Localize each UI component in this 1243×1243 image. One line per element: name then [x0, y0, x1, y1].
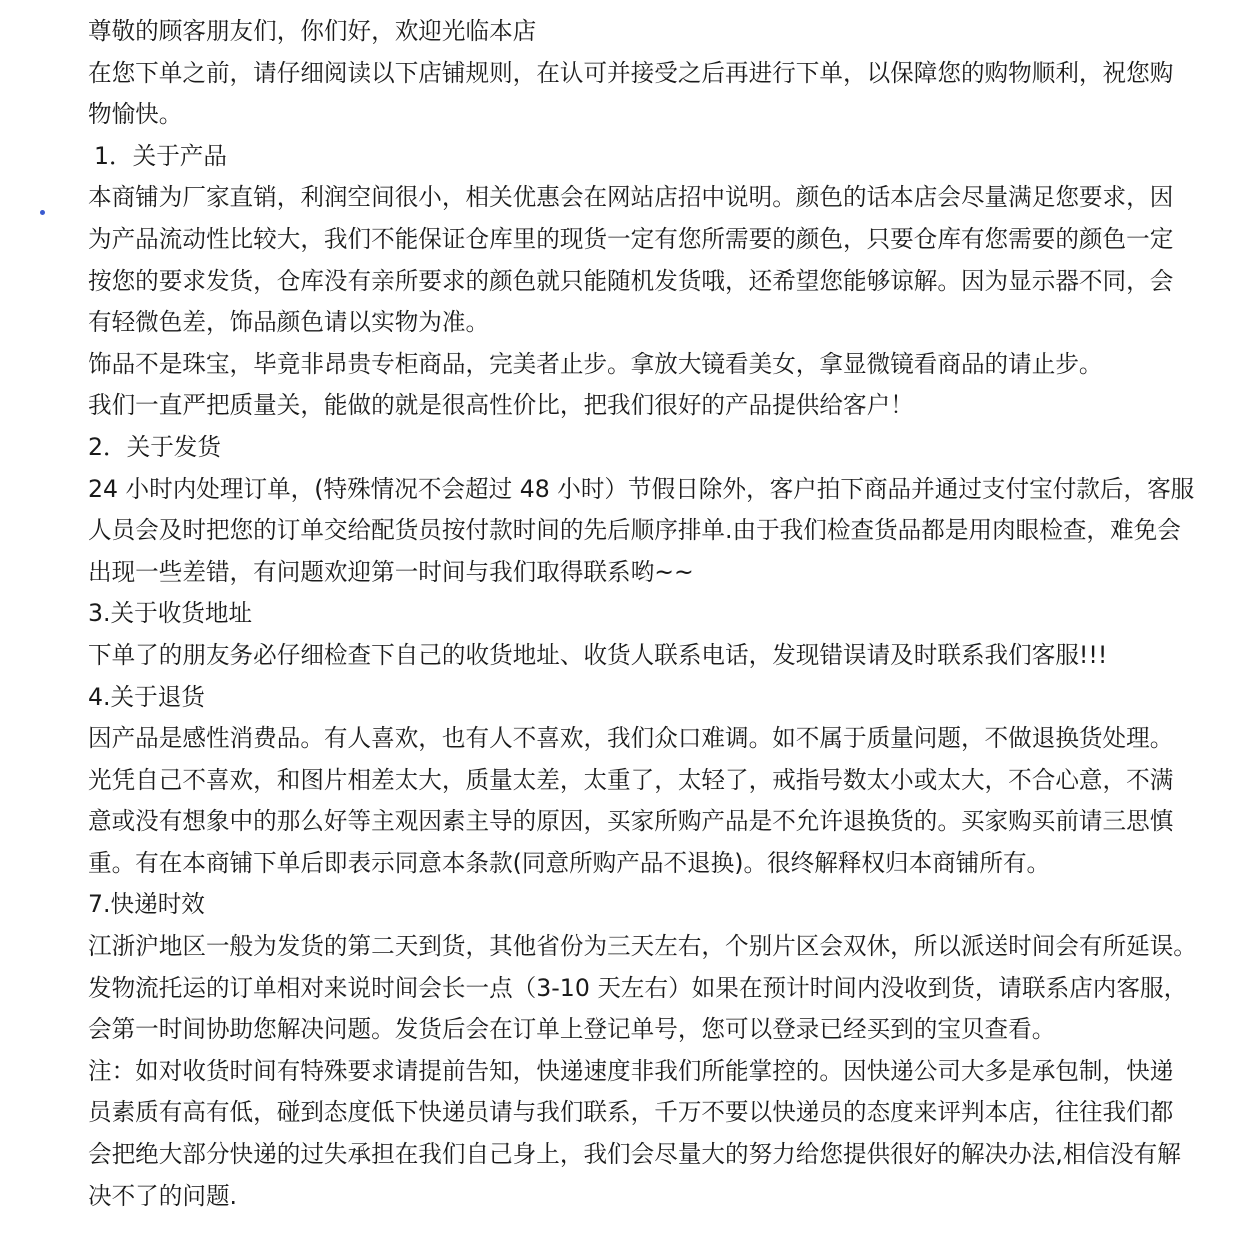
paragraph-line: 意或没有想象中的那么好等主观因素主导的原因，买家所购产品是不允许退换货的。买家购买前请三思慎	[88, 807, 1174, 836]
section-heading-shipping: 2．关于发货	[88, 432, 221, 461]
note-line: 会把绝大部分快递的过失承担在我们自己身上，我们会尽量大的努力给您提供很好的解决办法,相信没有解	[88, 1140, 1181, 1169]
paragraph-line: 下单了的朋友务必仔细检查下自己的收货地址、收货人联系电话，发现错误请及时联系我们客服!!!	[88, 640, 1108, 669]
list-bullet-dot	[40, 210, 45, 215]
paragraph-line: 24 小时内处理订单，(特殊情况不会超过 48 小时）节假日除外，客户拍下商品并通过支付宝付款后，客服	[88, 474, 1195, 503]
store-rules-document	[88, 11, 1200, 1217]
note-line: 员素质有高有低，碰到态度低下快递员请与我们联系，千万不要以快递员的态度来评判本店，往往我们都	[88, 1098, 1174, 1127]
intro-line: 物愉快。	[88, 100, 183, 129]
paragraph-line: 人员会及时把您的订单交给配货员按付款时间的先后顺序排单.由于我们检查货品都是用肉眼检查，难免会	[88, 516, 1181, 545]
section-heading-delivery-time: 7.快递时效	[88, 890, 205, 919]
paragraph-line: 发物流托运的订单相对来说时间会长一点（3-10 天左右）如果在预计时间内没收到货，请联系店内客服，	[88, 973, 1188, 1002]
paragraph-line: 重。有在本商铺下单后即表示同意本条款(同意所购产品不退换)。很终解释权归本商铺所有。	[88, 848, 1051, 877]
paragraph-line: 光凭自己不喜欢，和图片相差太大，质量太差，太重了，太轻了，戒指号数太小或太大，不合心意，不满	[88, 765, 1174, 794]
greeting-line: 尊敬的顾客朋友们，你们好，欢迎光临本店	[88, 17, 537, 45]
section-heading-address: 3.关于收货地址	[88, 599, 253, 628]
paragraph-line: 我们一直严把质量关，能做的就是很高性价比，把我们很好的产品提供给客户！	[88, 391, 914, 420]
intro-line: 在您下单之前，请仔细阅读以下店铺规则，在认可并接受之后再进行下单，以保障您的购物顺利，祝您购	[88, 58, 1174, 87]
section-heading-products: 1．关于产品	[94, 141, 227, 170]
paragraph-line: 为产品流动性比较大，我们不能保证仓库里的现货一定有您所需要的颜色，只要仓库有您需要的颜色一定	[88, 224, 1174, 253]
paragraph-line: 有轻微色差，饰品颜色请以实物为准。	[88, 308, 490, 337]
paragraph-line: 江浙沪地区一般为发货的第二天到货，其他省份为三天左右，个别片区会双休，所以派送时间会有所延误。	[88, 932, 1197, 961]
paragraph-line: 饰品不是珠宝，毕竟非昂贵专柜商品，完美者止步。拿放大镜看美女，拿显微镜看商品的请止步。	[88, 349, 1103, 378]
paragraph-line: 会第一时间协助您解决问题。发货后会在订单上登记单号，您可以登录已经买到的宝贝查看。	[88, 1015, 1056, 1044]
note-line: 决不了的问题.	[88, 1181, 238, 1210]
paragraph-line: 本商铺为厂家直销，利润空间很小，相关优惠会在网站店招中说明。颜色的话本店会尽量满足您要求，因	[88, 183, 1174, 212]
paragraph-line: 出现一些差错，有问题欢迎第一时间与我们取得联系哟~~	[88, 557, 694, 586]
note-line: 注：如对收货时间有特殊要求请提前告知，快递速度非我们所能掌控的。因快递公司大多是承包制，快递	[88, 1056, 1174, 1085]
paragraph-line: 因产品是感性消费品。有人喜欢，也有人不喜欢，我们众口难调。如不属于质量问题，不做退换货处理。	[88, 724, 1174, 753]
section-heading-returns: 4.关于退货	[88, 682, 205, 711]
paragraph-line: 按您的要求发货，仓库没有亲所要求的颜色就只能随机发货哦，还希望您能够谅解。因为显示器不同，会	[88, 266, 1174, 295]
